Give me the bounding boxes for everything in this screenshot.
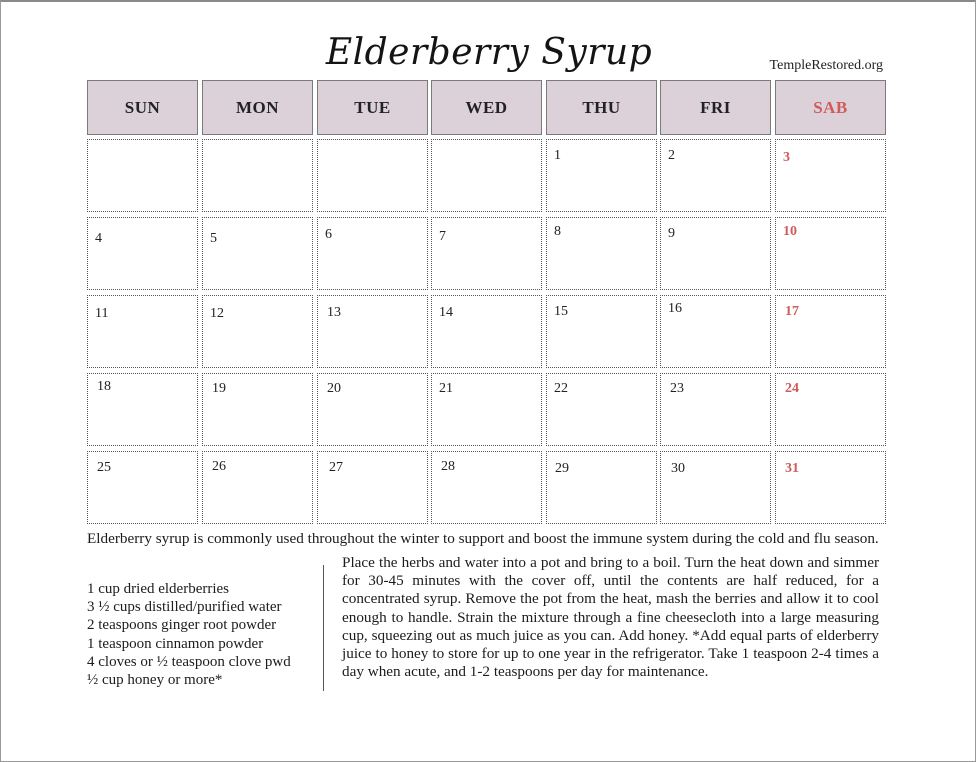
day-cell xyxy=(202,451,313,524)
day-number: 23 xyxy=(670,381,684,396)
day-cell xyxy=(317,295,428,368)
day-header-fri: FRI xyxy=(660,80,771,135)
day-cell xyxy=(775,139,886,212)
day-number: 21 xyxy=(439,381,453,396)
day-number: 3 xyxy=(783,150,790,165)
day-number: 19 xyxy=(212,381,226,396)
ingredient-item: 3 ½ cups distilled/purified water xyxy=(87,599,282,616)
day-cell xyxy=(546,139,657,212)
day-header-mon: MON xyxy=(202,80,313,135)
day-number: 28 xyxy=(441,459,455,474)
day-number: 11 xyxy=(95,306,109,321)
ingredient-item: ½ cup honey or more* xyxy=(87,672,223,689)
day-number: 15 xyxy=(554,304,568,319)
day-cell xyxy=(431,373,542,446)
day-number: 20 xyxy=(327,381,341,396)
day-number: 25 xyxy=(97,460,111,475)
day-number: 13 xyxy=(327,305,341,320)
day-number: 27 xyxy=(329,460,343,475)
day-cell xyxy=(546,217,657,290)
column-divider xyxy=(323,565,324,691)
day-cell xyxy=(775,217,886,290)
day-cell xyxy=(660,295,771,368)
day-number: 26 xyxy=(212,459,226,474)
page-title: Elderberry Syrup xyxy=(325,32,653,73)
site-credit: TempleRestored.org xyxy=(769,58,883,73)
day-cell xyxy=(431,295,542,368)
day-number: 17 xyxy=(785,304,799,319)
day-number: 14 xyxy=(439,305,453,320)
day-number: 12 xyxy=(210,306,224,321)
day-number: 10 xyxy=(783,224,797,239)
day-number: 8 xyxy=(554,224,561,239)
intro-paragraph: Elderberry syrup is commonly used throughout the winter to support and boost the immune system during the cold and flu season. xyxy=(87,530,879,547)
ingredient-item: 1 teaspoon cinnamon powder xyxy=(87,635,264,652)
day-cell xyxy=(431,451,542,524)
day-number: 22 xyxy=(554,381,568,396)
day-number: 24 xyxy=(785,381,799,396)
day-cell xyxy=(660,451,771,524)
day-cell xyxy=(87,139,198,212)
day-header-wed: WED xyxy=(431,80,542,135)
day-cell xyxy=(317,217,428,290)
day-header-sab: SAB xyxy=(775,80,886,135)
ingredient-item: 4 cloves or ½ teaspoon clove pwd xyxy=(87,653,291,670)
day-header-thu: THU xyxy=(546,80,657,135)
ingredient-item: 1 cup dried elderberries xyxy=(87,581,230,597)
day-number: 31 xyxy=(785,461,799,476)
day-cell xyxy=(317,373,428,446)
day-cell xyxy=(431,139,542,212)
ingredient-item: 2 teaspoons ginger root powder xyxy=(87,617,277,634)
day-cell xyxy=(202,373,313,446)
day-header-tue: TUE xyxy=(317,80,428,135)
day-number: 2 xyxy=(668,148,675,163)
day-cell xyxy=(87,451,198,524)
day-number: 1 xyxy=(554,148,561,163)
day-number: 4 xyxy=(95,231,102,246)
day-cell xyxy=(546,451,657,524)
day-cell xyxy=(775,295,886,368)
day-cell xyxy=(431,217,542,290)
day-cell xyxy=(660,139,771,212)
day-cell xyxy=(317,451,428,524)
day-cell xyxy=(660,373,771,446)
day-cell xyxy=(87,373,198,446)
day-cell xyxy=(202,295,313,368)
day-cell xyxy=(546,373,657,446)
day-number: 18 xyxy=(97,379,111,394)
day-cell xyxy=(775,373,886,446)
day-cell xyxy=(202,217,313,290)
day-number: 5 xyxy=(210,231,217,246)
day-number: 9 xyxy=(668,226,675,241)
day-number: 7 xyxy=(439,229,446,244)
day-cell xyxy=(775,451,886,524)
ingredients-list xyxy=(87,580,291,689)
method-paragraph: Place the herbs and water into a pot and bring to a boil. Turn the heat down and simmer for 30-45 minutes with the cover off, until the contents are half reduced, for a concentrated syrup. Remove the pot from the heat, mash the berries and allow it to cool enough to handle. Strain the mixture through a fine cheesecloth into a large measuring cup, squeezing out as much juice as you can. Add honey. *Add equal parts of elderberry juice to honey to store for up to one year in the refrigerator. Take 1 teaspoon 2-4 times a day when acute, and 1-2 teaspoons per day for maintenance. xyxy=(342,554,879,681)
day-cell xyxy=(202,139,313,212)
day-number: 6 xyxy=(325,227,332,242)
day-cell xyxy=(87,217,198,290)
day-cell xyxy=(87,295,198,368)
day-cell xyxy=(546,295,657,368)
day-header-sun: SUN xyxy=(87,80,198,135)
day-cell xyxy=(317,139,428,212)
day-cell xyxy=(660,217,771,290)
day-number: 29 xyxy=(555,461,569,476)
day-number: 30 xyxy=(671,461,685,476)
day-number: 16 xyxy=(668,301,682,316)
